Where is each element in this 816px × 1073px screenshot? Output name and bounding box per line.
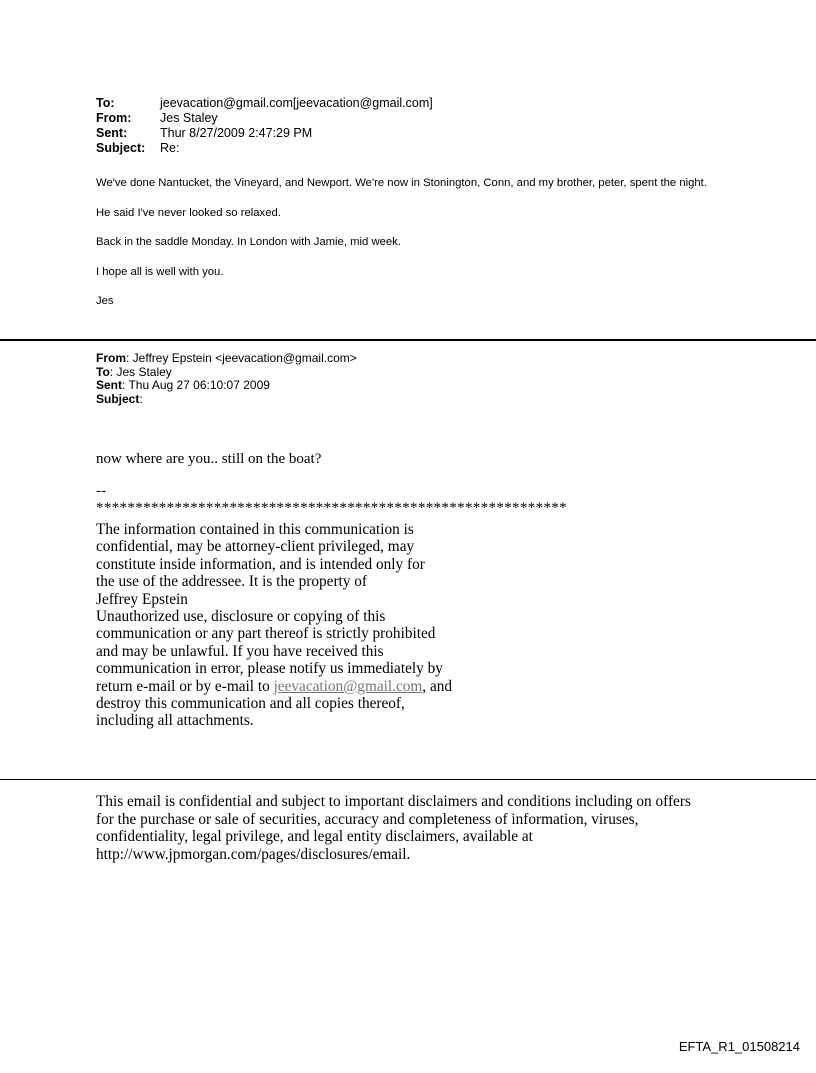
- sent-row: [96, 126, 433, 141]
- email-header: [96, 96, 433, 156]
- reply-signature: Jes: [96, 295, 114, 307]
- quoted-to-label: To: [96, 364, 110, 379]
- sent-label: Sent:: [96, 126, 128, 140]
- reply-paragraph: He said I've never looked so relaxed.: [96, 206, 281, 219]
- disclaimer-line: including all attachments.: [96, 712, 254, 730]
- return-suffix: , and: [422, 677, 453, 695]
- confidentiality-disclaimer: [96, 521, 516, 730]
- footer-disclaimer: [96, 793, 736, 863]
- reply-paragraph: Back in the saddle Monday. In London with Jamie, mid week.: [96, 236, 401, 248]
- reply-body: [96, 177, 736, 325]
- from-value: Jes Staley: [160, 111, 218, 125]
- footer-line: for the purchase or sale of securities, accuracy and completeness of information, viruses,: [96, 810, 639, 828]
- disclaimer-line: and may be unlawful. If you have received this: [96, 642, 384, 660]
- footer-line: confidentiality, legal privilege, and legal entity disclaimers, available at: [96, 828, 533, 845]
- disclaimer-line: communication or any part thereof is strictly prohibited: [96, 625, 436, 643]
- to-label: To:: [96, 96, 115, 110]
- disclaimer-line: The information contained in this communication is: [96, 521, 414, 538]
- subject-row: [96, 141, 433, 156]
- sent-value: Thur 8/27/2009 2:47:29 PM: [160, 126, 313, 140]
- disclaimer-line: destroy this communication and all copies thereof,: [96, 695, 405, 713]
- disclaimer-line: communication in error, please notify us immediately by: [96, 660, 443, 678]
- footer-line: http://www.jpmorgan.com/pages/disclosures/email.: [96, 845, 411, 863]
- disclaimer-line-with-link: [96, 678, 516, 695]
- quoted-to-row: [96, 366, 357, 380]
- quoted-from-row: [96, 352, 357, 366]
- quoted-from-value: : Jeffrey Epstein <jeevacation@gmail.com>: [126, 351, 357, 365]
- star-divider: ************************************************************: [96, 500, 567, 516]
- from-row: [96, 111, 433, 126]
- quoted-message: now where are you.. still on the boat?: [96, 451, 322, 467]
- quoted-to-value: : Jes Staley: [109, 364, 172, 379]
- signature-separator: --: [96, 483, 106, 499]
- to-row: [96, 96, 433, 111]
- disclaimer-line: Unauthorized use, disclosure or copying of this: [96, 608, 386, 626]
- quoted-header: [96, 352, 357, 406]
- to-value: jeevacation@gmail.com[jeevacation@gmail.com]: [160, 96, 433, 110]
- section-divider: [0, 339, 816, 341]
- quoted-sent-row: [96, 379, 357, 393]
- document-id: EFTA_R1_01508214: [678, 1039, 800, 1054]
- subject-label: Subject:: [96, 141, 146, 155]
- footer-divider: [0, 779, 816, 780]
- reply-paragraph: I hope all is well with you.: [96, 265, 224, 278]
- disclaimer-line: the use of the addressee. It is the property of: [96, 573, 368, 591]
- email-link[interactable]: jeevacation@gmail.com: [273, 677, 423, 695]
- quoted-sent-value: : Thu Aug 27 06:10:07 2009: [122, 378, 270, 392]
- footer-line: This email is confidential and subject to important disclaimers and conditions including on offers: [96, 793, 691, 810]
- reply-paragraph: We've done Nantucket, the Vineyard, and Newport. We're now in Stonington, Conn, and my brother, peter, spent the night.: [96, 177, 707, 189]
- quoted-sent-label: Sent: [96, 378, 123, 392]
- quoted-subject-label: Subject: [96, 391, 140, 406]
- return-prefix: return e-mail or by e-mail to: [96, 677, 274, 695]
- subject-value: Re:: [160, 141, 180, 155]
- quoted-subject-value: :: [139, 391, 143, 406]
- from-label: From:: [96, 111, 132, 125]
- quoted-subject-row: [96, 393, 357, 407]
- quoted-from-label: From: [96, 351, 126, 365]
- disclaimer-line: constitute inside information, and is intended only for: [96, 555, 425, 573]
- disclaimer-line: Jeffrey Epstein: [96, 590, 188, 608]
- disclaimer-line: confidential, may be attorney-client privileged, may: [96, 538, 415, 556]
